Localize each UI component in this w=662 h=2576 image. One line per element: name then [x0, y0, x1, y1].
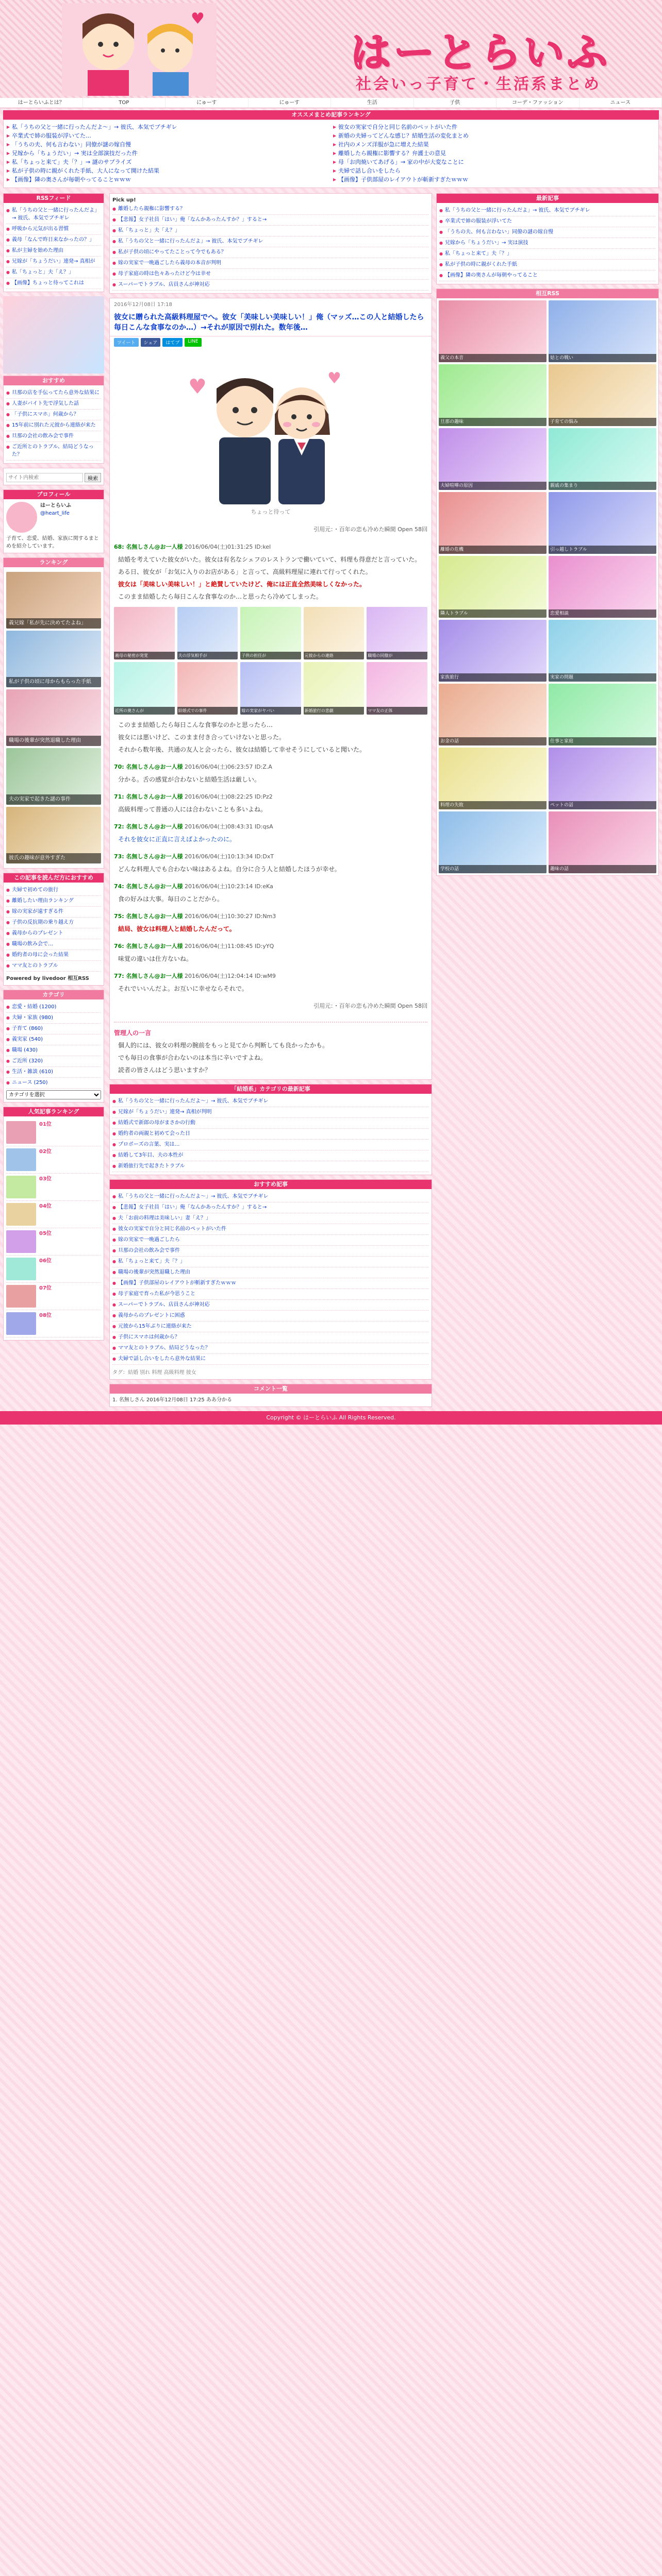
ad-thumb[interactable]: 学校の話: [439, 811, 547, 873]
list-item[interactable]: ● 元彼から15年ぶりに連絡が来た: [112, 1321, 429, 1332]
res-text: ある日、彼女が「お気に入りのお店がある」と言って、高級料理屋に連れて行ってくれた。: [118, 568, 372, 575]
box-heading: この記事を読んだ方におすすめ: [4, 873, 104, 883]
profile-box: [3, 489, 104, 553]
list-item[interactable]: ● 子供の反抗期の乗り越え方: [6, 918, 101, 928]
res-text: このまま結婚したら毎日こんな食事なのかと思ったら…: [118, 721, 273, 728]
res-header: 70: 名無しさん@お一人様 2016/06/04(土)06:23:57 ID:Z.A: [114, 764, 272, 770]
list-item[interactable]: ● 15年前に別れた元彼から連絡が来た: [6, 420, 101, 431]
nav-item[interactable]: はーとらいふとは？: [0, 98, 83, 108]
popular-row[interactable]: 05位: [6, 1228, 101, 1256]
list-item[interactable]: ● 人妻がバイト先で浮気した話: [6, 399, 101, 410]
ad-thumb[interactable]: 子育ての悩み: [549, 364, 656, 426]
list-item[interactable]: ▶ 「うちの夫、何も言わない」同僚が謎の嫁自慢: [7, 141, 329, 148]
ad-thumb[interactable]: 義父の本音: [439, 300, 547, 362]
popular-box: [3, 1107, 104, 1341]
list-item[interactable]: ▶ 【画像】子供部屋のレイアウトが斬新すぎたｗｗｗ: [333, 176, 655, 183]
list-item[interactable]: ● 私「うちの父と一緒に行ったんだよ～」→ 彼氏、本気でブチギレ: [112, 1192, 429, 1202]
res-text-highlight: 彼女は「美味しい美味しい！」と絶賛していたけど、俺には正直全然美味しくなかった。: [118, 581, 366, 588]
popular-row[interactable]: 02位: [6, 1146, 101, 1174]
header-illustration: [62, 3, 217, 96]
pickup-box: [109, 193, 432, 294]
related-thumb[interactable]: 子供の担任が: [240, 607, 301, 659]
top-ranking-right: [333, 123, 655, 184]
search-widget: [3, 468, 104, 485]
comments-box: [109, 1384, 432, 1407]
box-heading: カテゴリ: [4, 990, 104, 999]
nav-item[interactable]: ニュース: [580, 98, 662, 108]
popular-row[interactable]: 03位: [6, 1174, 101, 1201]
popular-row[interactable]: 06位: [6, 1256, 101, 1283]
feed-thumb[interactable]: [6, 631, 101, 687]
post-tags[interactable]: タグ：結婚 別れ 料理 高級料理 彼女: [112, 1370, 196, 1376]
list-item[interactable]: ● 兄嫁が「ちょうだい」連発→ 真相が判明: [112, 1107, 429, 1118]
category-item[interactable]: ● 義実家 (540): [6, 1035, 101, 1045]
line-button[interactable]: LINE: [185, 338, 201, 347]
feed-caption: 私が子供の頃に母からもらった手紙: [6, 677, 101, 687]
admin-comment-text: 個人的には、彼女の料理の腕前をもっと見てから判断しても良かったかも。: [118, 1042, 329, 1049]
list-item[interactable]: ● 私「うちの父と一緒に行ったんだよ」→ 彼氏、本気でブチギレ: [112, 236, 429, 247]
popular-row[interactable]: 04位: [6, 1201, 101, 1228]
res-text: それから数年後、共通の友人と会ったら、彼女は結婚して幸せそうにしていると聞いた。: [118, 746, 366, 753]
source-link[interactable]: 引用元：・百年の恋も冷めた瞬間 Open 58回: [313, 1003, 427, 1009]
page-columns: [0, 191, 662, 1411]
popular-row[interactable]: 08位: [6, 1310, 101, 1337]
ad-thumb[interactable]: 引っ越しトラブル: [549, 492, 656, 554]
res-header: 76: 名無しさん@お一人様 2016/06/04(土)11:08:45 ID:yYQ: [114, 943, 274, 950]
list-item[interactable]: ● スーパーでトラブル、店員さんが神対応: [112, 1300, 429, 1311]
headline-box: [3, 193, 104, 292]
res-header: 72: 名無しさん@お一人様 2016/06/04(土)08:43:31 ID:qsA: [114, 823, 273, 830]
ad-thumb[interactable]: 旦那の趣味: [439, 364, 547, 426]
res-text: それでいいんだよ。お互いに幸せならそれで。: [118, 985, 248, 992]
list-item[interactable]: ▶ 新婚の夫婦ってどんな感じ？結婚生活の変化まとめ: [333, 132, 655, 140]
res-header: 75: 名無しさん@お一人様 2016/06/04(土)10:30:27 ID:Nm3: [114, 913, 276, 920]
category-item[interactable]: ● 生活・雑談 (610): [6, 1067, 101, 1078]
top-box-heading: オススメまとめ記事ランキング: [3, 110, 659, 120]
ad-thumb[interactable]: 料理の失敗: [439, 748, 547, 809]
list-item[interactable]: ● 職場の飲み会で…: [6, 939, 101, 950]
post-title[interactable]: 彼女に贈られた高級料理屋でへ。彼女「美味しい美味しい！」俺（マッズ…この人と結婚したら毎日こんな食事なのか…）→それが原因で別れた。数年後…: [110, 309, 432, 336]
comment-item: 1. 名無しさん 2016年12月08日 17:25 ああ分かる: [112, 1397, 232, 1403]
nav-item[interactable]: TOP: [83, 98, 166, 108]
ad-thumb[interactable]: 趣味の話: [549, 811, 656, 873]
site-footer: Copyright © はーとらいふ All Rights Reserved.: [0, 1411, 662, 1425]
list-item[interactable]: ● ご近所とのトラブル、結局どうなった？: [6, 442, 101, 461]
box-heading: プロフィール: [4, 490, 104, 499]
list-item[interactable]: ▶ 私「うちの父と一緒に行ったんだよ～」→ 彼氏、本気でブチギレ: [7, 123, 329, 131]
list-item[interactable]: ● 【悲報】女子社員「はい」俺「なんかあったんすか？」すると→: [112, 1202, 429, 1213]
category-item[interactable]: ● 職場 (430): [6, 1045, 101, 1056]
nav-item[interactable]: コーデ・ファッション: [496, 98, 580, 108]
list-item[interactable]: ● 新婚旅行先で起きたトラブル: [112, 1161, 429, 1172]
nav-item[interactable]: 子供: [414, 98, 497, 108]
ad-thumb[interactable]: 隣人トラブル: [439, 556, 547, 618]
popular-row[interactable]: 01位: [6, 1119, 101, 1146]
popular-row[interactable]: 07位: [6, 1283, 101, 1310]
admin-comment-text: 読者の皆さんはどう思いますか？: [118, 1066, 211, 1074]
list-item[interactable]: ● ママ友とのトラブル、結局どうなった？: [112, 1343, 429, 1354]
list-item[interactable]: ● 離婚したい理由ランキング: [6, 896, 101, 907]
post-date: 2016年12月08日 17:18: [114, 302, 172, 308]
ad-thumb[interactable]: 実家の問題: [549, 620, 656, 682]
list-item[interactable]: ▶ 離婚したら親権に影響する？弁護士の意見: [333, 149, 655, 157]
list-item[interactable]: ● 母子家庭で育った私が今思うこと: [112, 1289, 429, 1300]
feed-box: [3, 557, 104, 869]
feed-thumb[interactable]: [6, 572, 101, 629]
couple-illustration: [173, 352, 369, 507]
profile-desc: 子育て、恋愛、結婚、家族に関するまとめを紹介しています。: [6, 536, 99, 549]
search-button[interactable]: 検索: [85, 473, 101, 482]
list-item[interactable]: ● 夫婦で話し合いをしたら意外な結果に: [112, 1354, 429, 1365]
feed-caption: 義兄嫁「私が先に決めてたよね」: [6, 618, 101, 629]
article: [109, 298, 432, 1080]
nav-item[interactable]: 生活: [331, 98, 414, 108]
ad-thumb[interactable]: 夫婦喧嘩の原因: [439, 428, 547, 490]
admin-comment-title: 管理人の一言: [114, 1029, 152, 1037]
list-item[interactable]: ▶ 私「ちょっと来て」夫「？」→ 謎のサプライズ: [7, 158, 329, 166]
category-item[interactable]: ● ご近所 (320): [6, 1056, 101, 1067]
list-item[interactable]: ● 私が主婦を始めた理由: [6, 246, 101, 257]
list-item[interactable]: ● 私「うちの父と一緒に行ったんだよ～」→ 彼氏、本気でブチギレ: [112, 1096, 429, 1107]
ad-thumb[interactable]: 姑との戦い: [549, 300, 656, 362]
list-item[interactable]: ● スーパーでトラブル、店員さんが神対応: [112, 280, 429, 291]
pickup-title: Pick up!: [112, 197, 136, 203]
list-item[interactable]: ● 旦那の会社の飲み会で事件: [112, 1246, 429, 1257]
rss-credit[interactable]: Powered by livedoor 相互RSS: [6, 976, 89, 981]
list-item[interactable]: ▶ 彼女の実家で自分と同じ名前のペットがいた件: [333, 123, 655, 131]
list-item[interactable]: ● 【画像】子供部屋のレイアウトが斬新すぎたｗｗｗ: [112, 1278, 429, 1289]
search-input[interactable]: [6, 473, 83, 482]
ad-thumb[interactable]: 家族旅行: [439, 620, 547, 682]
ad-box: [436, 289, 659, 876]
list-item[interactable]: ● 嫁の実家が遠すぎる件: [6, 907, 101, 918]
list-item[interactable]: ● 私「ちょっと来て」夫「？」: [439, 249, 656, 260]
category-item[interactable]: ● 恋愛・結婚 (1200): [6, 1002, 101, 1013]
profile-name: はーとらいふ: [40, 503, 71, 509]
list-item[interactable]: ▶ 社内のメンズ洋服が急に増えた結果: [333, 141, 655, 148]
category-item[interactable]: ● 子育て (860): [6, 1024, 101, 1035]
list-item[interactable]: ● 母子家庭の時は色々あったけど今は幸せ: [112, 269, 429, 280]
related-thumb[interactable]: 新婚旅行の悲劇: [304, 662, 365, 715]
avatar: [6, 502, 37, 533]
category-item[interactable]: ● 夫婦・家族 (980): [6, 1013, 101, 1024]
list-item[interactable]: ● 彼女の実家で自分と同じ名前のペットがいた件: [112, 1224, 429, 1235]
list-item[interactable]: ● 職場の後輩が突然退職した理由: [112, 1267, 429, 1278]
top-ranking-left: [7, 123, 329, 184]
related-thumb[interactable]: 職場の同僚が: [367, 607, 427, 659]
res-text: 味覚の違いは仕方ないね。: [118, 955, 193, 962]
list-item[interactable]: ● 結婚して3年目、夫の本性が: [112, 1150, 429, 1161]
res-text: 高級料理って普通の人には合わないことも多いよね。: [118, 806, 267, 813]
main-content: [107, 191, 434, 1411]
list-item[interactable]: ● 義母からのプレゼントに困惑: [112, 1311, 429, 1321]
res-text-highlight: 結局、彼女は料理人と結婚したんだって。: [118, 925, 236, 933]
list-item[interactable]: ● 結婚式で新郎の母がまさかの行動: [112, 1118, 429, 1129]
feed-caption: 職場の後輩が突然退職した理由: [6, 736, 101, 746]
feed-caption: 夫の実家で起きた謎の事件: [6, 794, 101, 805]
list-item[interactable]: ▶ 私が子供の時に親がくれた手紙、大人になって開けた結果: [7, 167, 329, 175]
ad-thumb[interactable]: 親戚の集まり: [549, 428, 656, 490]
source-link[interactable]: 引用元：・百年の恋も冷めた瞬間 Open 58回: [313, 526, 427, 533]
article-illustration: [114, 352, 427, 507]
post-body: [110, 348, 432, 1079]
recommend-box: [3, 376, 104, 464]
site-subtitle: 社会いっ子育て・生活系まとめ: [356, 75, 601, 93]
box-heading: 人気記事ランキング: [4, 1107, 104, 1116]
list-item[interactable]: ● 婚約者の両親と初めて会った日: [112, 1129, 429, 1140]
related-thumb[interactable]: 元彼からの連絡: [304, 607, 365, 659]
list-item[interactable]: ● 婚約者の母に会った結果: [6, 950, 101, 961]
box-heading: RSSフィード: [4, 194, 104, 203]
res-text: 結婚を考えていた彼女がいた。彼女は有名なシェフのレストランで働いていて、料理も得意だと言っていた。: [118, 556, 421, 563]
site-header: [0, 0, 662, 98]
ad-thumb[interactable]: お金の話: [439, 684, 547, 745]
site-title[interactable]: はーとらいふ: [351, 30, 611, 76]
list-item[interactable]: ● 嫁の実家で一晩過ごしたら: [112, 1235, 429, 1246]
admin-comment-text: でも毎日の食事が合わないのは本当に辛いですよね。: [118, 1054, 267, 1061]
category-select[interactable]: [6, 1090, 101, 1099]
res-header: 68: 名無しさん@お一人様 2016/06/04(土)01:31:25 ID:kel: [114, 544, 271, 550]
related-thumb[interactable]: 夫の浮気相手が: [177, 607, 238, 659]
list-item[interactable]: ● 呼吸から元気が出る習慣: [6, 224, 101, 235]
list-item[interactable]: ▶ 母「お肉焼いてあげる」→ 家の中が大変なことに: [333, 158, 655, 166]
box-heading: 相互RSS: [437, 289, 658, 298]
related-thumb[interactable]: ママ友の正体: [367, 662, 427, 715]
list-item[interactable]: ● ママ友とのトラブル: [6, 961, 101, 972]
list-item[interactable]: ● 「うちの夫、何も言わない」同僚の謎の嫁自慢: [439, 227, 656, 238]
box-heading: 最新記事: [437, 194, 658, 203]
latest-box: [436, 193, 659, 284]
list-item[interactable]: ▶ 卒業式で姉の服装が浮いてた…: [7, 132, 329, 140]
list-item[interactable]: ● 兄嫁から「ちょうだい」→ 実は演技: [439, 238, 656, 249]
list-item[interactable]: ● 義母「なんで昨日来なかったの？」: [6, 235, 101, 246]
res-header: 73: 名無しさん@お一人様 2016/06/04(土)10:13:34 ID:DxT: [114, 853, 274, 860]
list-item[interactable]: ● 私「うちの父と一緒に行ったんだよ」→ 彼氏、本気でブチギレ: [439, 206, 656, 216]
box-heading: おすすめ記事: [110, 1180, 432, 1189]
banner-image[interactable]: [3, 296, 104, 374]
global-nav: [0, 98, 662, 108]
res-header: 77: 名無しさん@お一人様 2016/06/04(土)12:04:14 ID:wM9: [114, 973, 276, 979]
hatena-button[interactable]: はてブ: [162, 338, 183, 347]
related-thumb[interactable]: 義母の秘密が発覚: [114, 607, 175, 659]
list-item[interactable]: ● 私が子供の時に親がくれた手紙: [439, 260, 656, 270]
res-header: 71: 名無しさん@お一人様 2016/06/04(土)08:22:25 ID:Pz2: [114, 793, 273, 800]
box-heading: おすすめ: [4, 376, 104, 385]
list-item[interactable]: ● 旦那の会社の飲み会で事件: [6, 431, 101, 442]
res-text: 食の好みは大事。毎日のことだから。: [118, 895, 224, 903]
list-item[interactable]: ● 「子供にスマホ」何歳から？: [6, 410, 101, 420]
ad-thumb[interactable]: ペットの話: [549, 748, 656, 809]
res-text: どんな料理人でも合わない味はあるよね。自分に合う人と結婚したほうが幸せ。: [118, 866, 341, 873]
list-item[interactable]: ● 私「ちょっと来て」夫「？」: [112, 1257, 429, 1267]
list-item[interactable]: ● 義母からのプレゼント: [6, 928, 101, 939]
list-item[interactable]: ● 私「ちょっと」夫「え？」: [112, 226, 429, 236]
feed-thumb[interactable]: [6, 748, 101, 805]
list-item[interactable]: ● 【悲報】女子社員「はい」俺「なんかあったんすか？」すると→: [112, 215, 429, 226]
feed-thumb[interactable]: [6, 807, 101, 863]
list-item[interactable]: ● 【画像】隣の奥さんが毎朝やってること: [439, 270, 656, 281]
box-heading: コメント一覧: [110, 1384, 432, 1394]
ad-thumb[interactable]: 恋愛相談: [549, 556, 656, 618]
ad-thumb[interactable]: 離婚の危機: [439, 492, 547, 554]
list-item[interactable]: ▶ 夫婦で話し合いをしたら: [333, 167, 655, 175]
info-box: [3, 873, 104, 986]
res-text: 彼女には悪いけど、このまま付き合っていけないと思った。: [118, 734, 286, 741]
categories-box: [3, 990, 104, 1103]
right-sidebar: [434, 191, 662, 1411]
tweet-button[interactable]: ツイート: [114, 338, 139, 347]
res-text: 分かる。舌の感覚が合わないと結婚生活は厳しい。: [118, 776, 261, 783]
related-thumb-grid: [114, 607, 427, 715]
svg-text:♥: ♥: [191, 10, 205, 28]
list-item[interactable]: ● 夫「お前の料理は美味しい」妻「え？」: [112, 1213, 429, 1224]
list-item[interactable]: ▶ 兄嫁から「ちょうだい」→ 実は全部演技だった件: [7, 149, 329, 157]
admin-comment: [114, 1022, 427, 1075]
list-item[interactable]: ● 私「うちの父と一緒に行ったんだよ」→ 彼氏、本気でブチギレ: [6, 206, 101, 224]
facebook-share-button[interactable]: シェア: [141, 338, 161, 347]
list-item[interactable]: ● 旦那の店を手伝ってたら意外な結果に: [6, 388, 101, 399]
list-item[interactable]: ● 嫁の実家で一晩過ごしたら義母の本音が判明: [112, 258, 429, 269]
image-caption: ちょっと待って: [251, 509, 291, 515]
list-item[interactable]: ▶ 【画像】隣の奥さんが毎朝やってることｗｗｗ: [7, 176, 329, 183]
osusume-box: [109, 1179, 432, 1380]
list-item[interactable]: ● 離婚したら親権に影響する？: [112, 204, 429, 215]
res-header: 74: 名無しさん@お一人様 2016/06/04(土)10:23:14 ID:eKa: [114, 883, 273, 890]
feed-caption: 彼氏の趣味が意外すぎた: [6, 853, 101, 863]
box-heading: ランキング: [4, 558, 104, 567]
category-item[interactable]: ● ニュース (250): [6, 1078, 101, 1089]
profile-id[interactable]: @heart_life: [40, 511, 70, 516]
list-item[interactable]: ● 私「ちょっと」夫「え？」: [6, 267, 101, 278]
ad-thumb[interactable]: 仕事と家庭: [549, 684, 656, 745]
list-item[interactable]: ● 兄嫁が「ちょうだい」連発→ 真相が: [6, 257, 101, 267]
list-item[interactable]: ● 子供にスマホは何歳から？: [112, 1332, 429, 1343]
top-ranking-box: [3, 120, 659, 188]
res-text: このまま結婚したら毎日こんな食事なのか…と思ったら冷めてしまった。: [118, 593, 323, 600]
list-item[interactable]: ● プロポーズの言葉、実は…: [112, 1140, 429, 1150]
nav-item[interactable]: にゅーす: [166, 98, 249, 108]
list-item[interactable]: ● 夫婦で初めての旅行: [6, 885, 101, 896]
related-thumb[interactable]: 近所の奥さんが: [114, 662, 175, 715]
nav-item[interactable]: にゅーす: [249, 98, 332, 108]
left-sidebar: [0, 191, 107, 1411]
list-item[interactable]: ● 卒業式で姉の服装が浮いてた: [439, 216, 656, 227]
res-text-highlight: それを彼女に正直に言えばよかったのに。: [118, 836, 236, 843]
related-thumb[interactable]: 結婚式での事件: [177, 662, 238, 715]
related-box: [109, 1084, 432, 1175]
list-item[interactable]: ● 私が子供の頃にやってたことって今でもある？: [112, 247, 429, 258]
box-heading: 「結婚系」カテゴリの最新記事: [110, 1084, 432, 1094]
list-item[interactable]: ● 【画像】ちょっと待ってこれは: [6, 278, 101, 289]
svg-text:♥: ♥: [188, 375, 207, 399]
related-thumb[interactable]: 嫁の実家がヤバい: [240, 662, 301, 715]
share-buttons: [110, 336, 432, 348]
feed-thumb[interactable]: [6, 689, 101, 746]
ad-grid: [437, 298, 658, 875]
svg-text:♥: ♥: [327, 369, 341, 387]
